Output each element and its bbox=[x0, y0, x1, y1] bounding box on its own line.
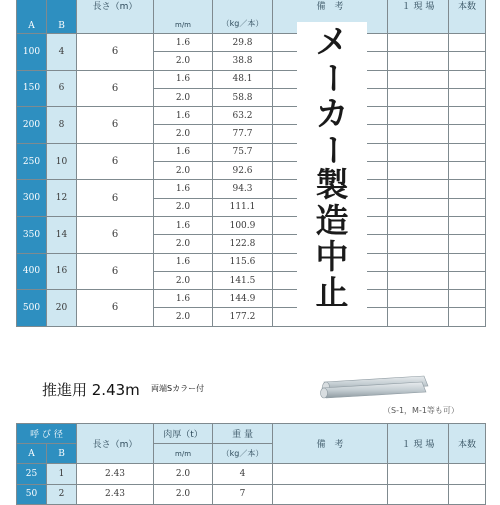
weight-cell: 7 bbox=[213, 484, 273, 504]
count-cell[interactable] bbox=[449, 162, 486, 180]
table-row bbox=[17, 484, 486, 504]
notice-char: ー bbox=[312, 60, 352, 94]
weight-cell: 115.6 bbox=[213, 253, 273, 271]
size-a-cell: 300 bbox=[17, 180, 47, 217]
site-cell[interactable] bbox=[388, 290, 449, 308]
compatibility-note: （S-1，M-1等も可） bbox=[383, 406, 459, 415]
table-row bbox=[17, 70, 486, 88]
table-row bbox=[17, 180, 486, 198]
section-title: 推進用 2.43m bbox=[42, 381, 140, 399]
size-header: 呼 び 径 bbox=[17, 424, 77, 444]
thickness-cell: 2.0 bbox=[154, 88, 213, 106]
length-cell: 6 bbox=[77, 290, 154, 327]
col-weight-header: 重 量 bbox=[213, 424, 273, 444]
weight-cell: 92.6 bbox=[213, 162, 273, 180]
thickness-cell: 2.0 bbox=[154, 235, 213, 253]
count-cell[interactable] bbox=[449, 180, 486, 198]
size-b-cell: 14 bbox=[47, 216, 77, 253]
length-cell: 6 bbox=[77, 34, 154, 71]
count-cell[interactable] bbox=[449, 88, 486, 106]
site-cell[interactable] bbox=[388, 464, 449, 484]
thickness-cell: 2.0 bbox=[154, 484, 213, 504]
notice-char: 造 bbox=[315, 201, 349, 241]
thickness-cell: 1.6 bbox=[154, 34, 213, 52]
site-cell[interactable] bbox=[388, 253, 449, 271]
count-cell[interactable] bbox=[449, 484, 486, 504]
site-cell[interactable] bbox=[388, 34, 449, 52]
size-b-cell: 20 bbox=[47, 290, 77, 327]
size-b-cell: 12 bbox=[47, 180, 77, 217]
remarks-cell bbox=[273, 464, 388, 484]
col-a-header: A bbox=[17, 0, 47, 34]
notice-char: 止 bbox=[315, 273, 349, 312]
col-a-header: A bbox=[17, 444, 47, 464]
count-cell[interactable] bbox=[449, 107, 486, 125]
notice-char: 製 bbox=[315, 165, 349, 205]
size-a-cell: 400 bbox=[17, 253, 47, 290]
site-cell[interactable] bbox=[388, 180, 449, 198]
weight-cell: 58.8 bbox=[213, 88, 273, 106]
col-thickness-header: m/m bbox=[154, 0, 213, 34]
table-header-row bbox=[17, 0, 486, 34]
section-subtitle: 両端Sカラー付 bbox=[151, 384, 205, 393]
thickness-cell: 2.0 bbox=[154, 271, 213, 289]
size-b-cell: 1 bbox=[47, 464, 77, 484]
thickness-cell: 2.0 bbox=[154, 52, 213, 70]
table-header-row bbox=[17, 424, 486, 444]
weight-cell: 144.9 bbox=[213, 290, 273, 308]
weight-cell: 63.2 bbox=[213, 107, 273, 125]
size-a-cell: 500 bbox=[17, 290, 47, 327]
col-weight-header: （kg／本） bbox=[213, 0, 273, 34]
site-cell[interactable] bbox=[388, 107, 449, 125]
thickness-cell: 1.6 bbox=[154, 290, 213, 308]
weight-cell: 122.8 bbox=[213, 235, 273, 253]
length-cell: 6 bbox=[77, 180, 154, 217]
count-cell[interactable] bbox=[449, 253, 486, 271]
count-cell[interactable] bbox=[449, 198, 486, 216]
size-a-cell: 100 bbox=[17, 34, 47, 71]
weight-cell: 29.8 bbox=[213, 34, 273, 52]
weight-cell: 141.5 bbox=[213, 271, 273, 289]
site-cell[interactable] bbox=[388, 88, 449, 106]
size-a-cell: 25 bbox=[17, 464, 47, 484]
site-cell[interactable] bbox=[388, 198, 449, 216]
size-b-cell: 8 bbox=[47, 107, 77, 144]
weight-cell: 77.7 bbox=[213, 125, 273, 143]
thickness-cell: 2.0 bbox=[154, 308, 213, 326]
col-remarks-header: 備 考 bbox=[273, 0, 388, 34]
col-count-header: 本数 bbox=[449, 424, 486, 464]
col-length-header: 長さ（m） bbox=[77, 424, 154, 464]
thickness-cell: 1.6 bbox=[154, 107, 213, 125]
length-cell: 6 bbox=[77, 216, 154, 253]
length-cell: 6 bbox=[77, 107, 154, 144]
table-row bbox=[17, 107, 486, 125]
notice-char: ー bbox=[312, 132, 352, 166]
thickness-unit: m/m bbox=[154, 444, 213, 464]
thickness-cell: 1.6 bbox=[154, 143, 213, 161]
size-a-cell: 50 bbox=[17, 484, 47, 504]
col-thickness-header: 肉厚（t） bbox=[154, 424, 213, 444]
thickness-cell: 1.6 bbox=[154, 253, 213, 271]
length-cell: 2.43 bbox=[77, 464, 154, 484]
site-cell[interactable] bbox=[388, 143, 449, 161]
count-cell[interactable] bbox=[449, 271, 486, 289]
count-cell[interactable] bbox=[449, 70, 486, 88]
count-cell[interactable] bbox=[449, 52, 486, 70]
table-row bbox=[17, 253, 486, 271]
site-cell[interactable] bbox=[388, 162, 449, 180]
notice-char: 中 bbox=[315, 237, 349, 277]
count-cell[interactable] bbox=[449, 125, 486, 143]
weight-cell: 4 bbox=[213, 464, 273, 484]
weight-cell: 48.1 bbox=[213, 70, 273, 88]
length-cell: 6 bbox=[77, 253, 154, 290]
site-cell[interactable] bbox=[388, 308, 449, 326]
notice-char: メ bbox=[315, 21, 349, 61]
table-row bbox=[17, 143, 486, 161]
col-b-header: B bbox=[47, 444, 77, 464]
thickness-cell: 2.0 bbox=[154, 125, 213, 143]
thickness-cell: 2.0 bbox=[154, 198, 213, 216]
weight-unit: （kg／本） bbox=[213, 444, 273, 464]
pipe-illustration bbox=[316, 374, 436, 400]
thickness-cell: 2.0 bbox=[154, 464, 213, 484]
col-count-header: 本数 bbox=[449, 0, 486, 34]
count-cell[interactable] bbox=[449, 308, 486, 326]
site-cell[interactable] bbox=[388, 52, 449, 70]
size-b-cell: 4 bbox=[47, 34, 77, 71]
size-a-cell: 150 bbox=[17, 70, 47, 107]
pipe-spec-table bbox=[16, 0, 486, 327]
thickness-cell: 2.0 bbox=[154, 162, 213, 180]
thickness-cell: 1.6 bbox=[154, 216, 213, 234]
col-site-header: １ 現 場 bbox=[388, 0, 449, 34]
site-cell[interactable] bbox=[388, 235, 449, 253]
weight-cell: 38.8 bbox=[213, 52, 273, 70]
col-site-header: １ 現 場 bbox=[388, 424, 449, 464]
length-cell: 6 bbox=[77, 143, 154, 180]
count-cell[interactable] bbox=[449, 216, 486, 234]
weight-cell: 177.2 bbox=[213, 308, 273, 326]
table-row bbox=[17, 464, 486, 484]
length-cell: 6 bbox=[77, 70, 154, 107]
size-a-cell: 350 bbox=[17, 216, 47, 253]
size-b-cell: 16 bbox=[47, 253, 77, 290]
table-row bbox=[17, 34, 486, 52]
thickness-cell: 1.6 bbox=[154, 180, 213, 198]
col-length-header: 長さ（m） bbox=[77, 0, 154, 34]
size-b-cell: 10 bbox=[47, 143, 77, 180]
col-b-header: B bbox=[47, 0, 77, 34]
remarks-cell bbox=[273, 484, 388, 504]
length-cell: 2.43 bbox=[77, 484, 154, 504]
size-a-cell: 250 bbox=[17, 143, 47, 180]
table-row bbox=[17, 290, 486, 308]
site-cell[interactable] bbox=[388, 125, 449, 143]
weight-cell: 75.7 bbox=[213, 143, 273, 161]
count-cell[interactable] bbox=[449, 235, 486, 253]
size-a-cell: 200 bbox=[17, 107, 47, 144]
size-b-cell: 6 bbox=[47, 70, 77, 107]
site-cell[interactable] bbox=[388, 70, 449, 88]
weight-cell: 100.9 bbox=[213, 216, 273, 234]
site-cell[interactable] bbox=[388, 216, 449, 234]
thickness-cell: 1.6 bbox=[154, 70, 213, 88]
weight-cell: 111.1 bbox=[213, 198, 273, 216]
site-cell[interactable] bbox=[388, 271, 449, 289]
notice-char: カ bbox=[315, 93, 349, 133]
propulsion-pipe-table bbox=[16, 423, 486, 505]
count-cell[interactable] bbox=[449, 464, 486, 484]
count-cell[interactable] bbox=[449, 143, 486, 161]
col-remarks-header: 備 考 bbox=[273, 424, 388, 464]
table-row bbox=[17, 216, 486, 234]
discontinued-notice bbox=[297, 22, 367, 312]
site-cell[interactable] bbox=[388, 484, 449, 504]
count-cell[interactable] bbox=[449, 34, 486, 52]
size-b-cell: 2 bbox=[47, 484, 77, 504]
count-cell[interactable] bbox=[449, 290, 486, 308]
weight-cell: 94.3 bbox=[213, 180, 273, 198]
